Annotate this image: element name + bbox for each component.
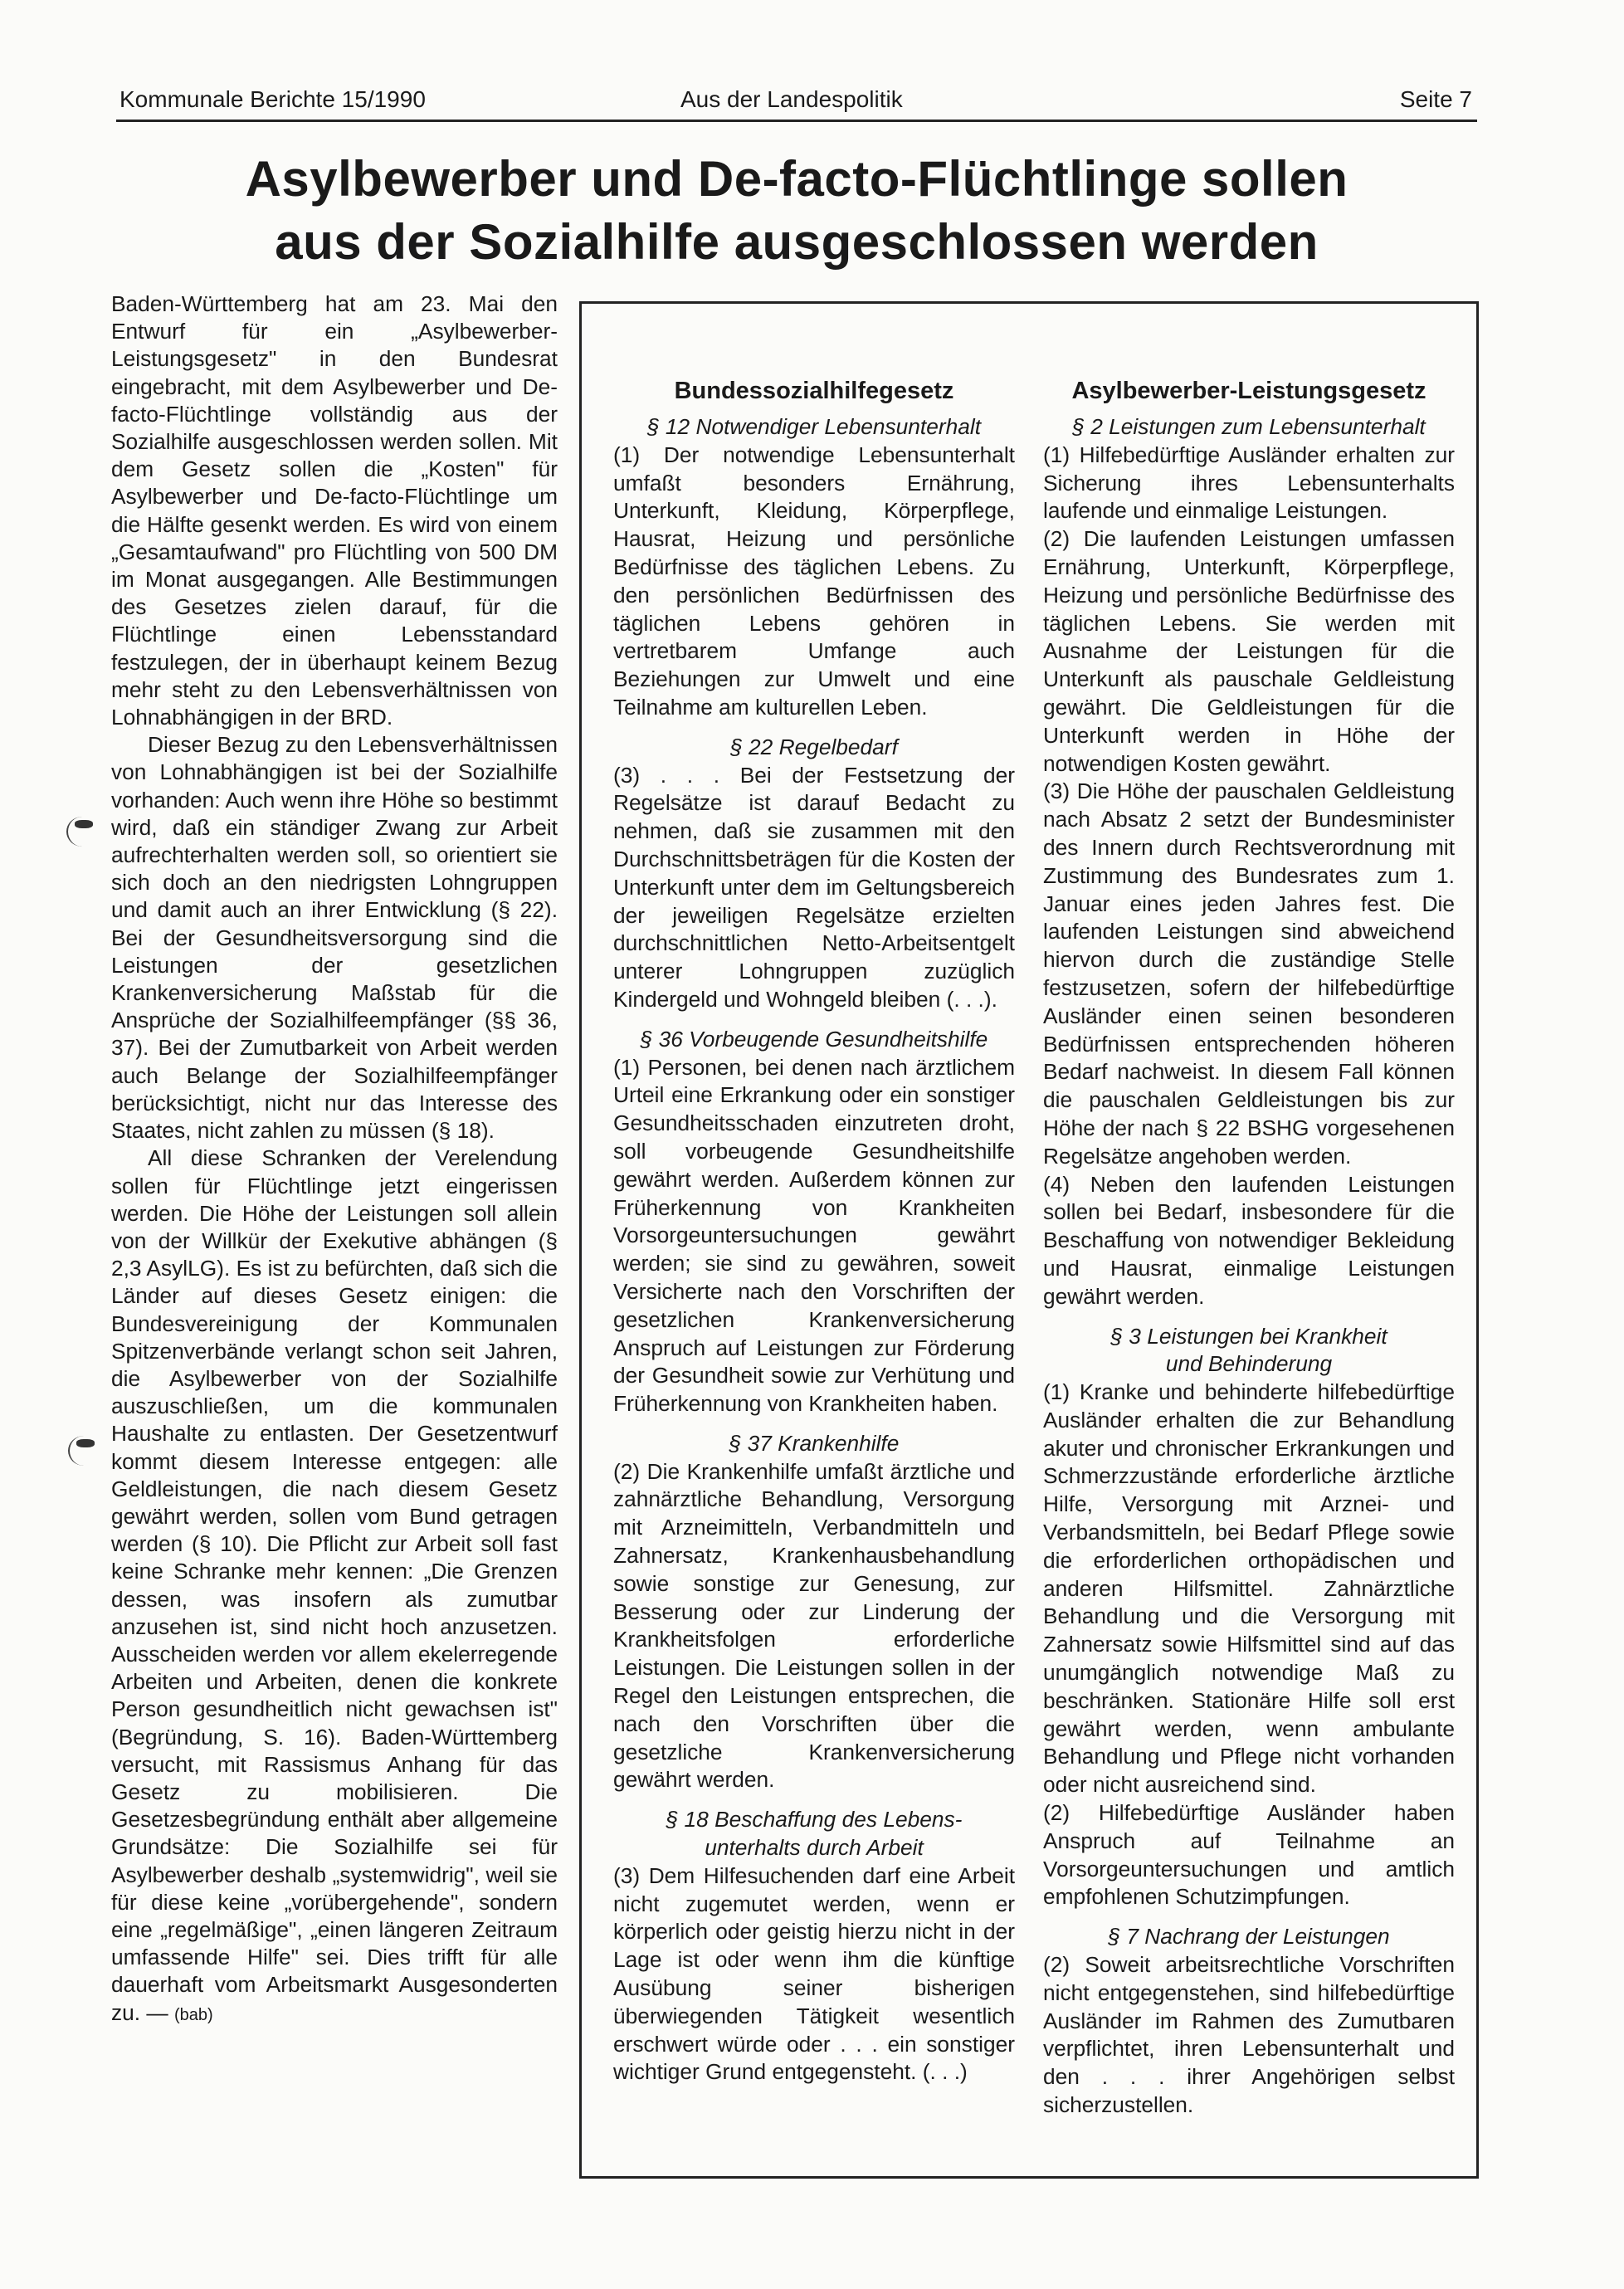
body-paragraph	[111, 1144, 558, 2029]
asyllg-column	[1043, 375, 1455, 2120]
section-text: (3) Dem Hilfesuchenden darf eine Arbeit nicht zugemutet werden, wenn er körperlich oder geistig hierzu nicht in der Lage ist oder wenn ihm die künftige Ausübung seiner bisherigen überwiegenden Tätigkeit wesentlich erschwert würde oder . . . ein sonstiger wichtiger Grund entgegensteht. (. . .)	[613, 1862, 1015, 2085]
section-title: § 36 Vorbeugende Gesundheitshilfe	[640, 1026, 988, 1052]
section-title: § 22 Regelbedarf	[730, 734, 898, 759]
title-line-2: aus der Sozialhilfe ausgeschlossen werden	[275, 214, 1319, 270]
section-title-line: unterhalts durch Arbeit	[705, 1835, 924, 1861]
section-text: (1) Personen, bei denen nach ärztlichem Urteil eine Erkrankung oder ein sonstiger Gesundheitsschaden einzutreten droht, soll vorbeugende Gesundheitshilfe gewährt werden. Außerdem können zur Früherkennung von Krankheiten Vorsorgeuntersuchungen gewährt werden; sie sind zu gewähren, soweit Versicherte nach den Vorschriften der gesetzlichen Krankenversicherung Anspruch auf Leistungen zur Förderung der Gesundheit sowie zur Verhütung und Früherkennung von Krankheiten haben.	[613, 1054, 1015, 1417]
section-title-line: § 3 Leistungen bei Krankheit	[1110, 1323, 1387, 1349]
section-text: (2) Soweit arbeitsrechtliche Vorschriften nicht entgegenstehen, sind hilfebedürftige Ausländer im Rahmen des Zumutbaren verpflichtet, ihren Lebensunterhalt und den . . . ihrer Angehörigen selbst sicherzustellen.	[1043, 1952, 1455, 2118]
body-paragraph-text: All diese Schranken der Verelendung sollen für Flüchtlinge jetzt eingerissen werden. Die Höhe der Leistungen soll allein von der Willkür der Exekutive abhängen (§ 2,3 AsylLG). Es ist zu befürchten, daß sich die Länder auf dieses Gesetz einigen: die Bundesvereinigung der Kommunalen Spitzenverbände verlangt schon seit Jahren, die Asylbewerber von der Sozialhilfe auszuschließen, um die kommunalen Haushalte zu entlasten. Der Gesetzentwurf kommt diesem Interesse entgegen: alle Geldleistungen, die nach diesem Gesetz gewährt werden, sollen vom Bund getragen werden (§ 10). Die Pflicht zur Arbeit soll fast keine Schranke mehr kennen: „Die Grenzen dessen, was insofern als zumutbar anzusehen ist, sind nicht hoch anzusetzen. Ausscheiden werden vor allem ekelerregende Arbeiten und Arbeiten, denen die konkrete Person gesundheitlich nicht gewachsen ist" (Begründung, S. 16). Baden-Württemberg versucht, mit Rassismus Anhang für das Gesetz zu mobilisieren. Die Gesetzesbegründung enthält aber allgemeine Grundsätze: Die Sozialhilfe sei für Asylbewerber deshalb „systemwidrig", weil sie für diese keine „vorübergehende", sondern eine „regelmäßige", „einen längeren Zeitraum umfassende Hilfe" sei. Dies trifft für alle dauerhaft vom Arbeitsmarkt Ausgesonderten zu. —	[111, 1145, 558, 2025]
body-paragraph: Dieser Bezug zu den Lebensverhältnissen von Lohnabhängigen ist bei der Sozialhilfe vorhanden: Auch wenn ihre Höhe so bestimmt wird, daß ein ständiger Zwang zur Arbeit aufrechterhalten werden soll, so orientiert sie sich doch an den niedrigsten Lohngruppen und damit auch an ihrer Entwicklung (§ 22). Bei der Gesundheitsversorgung sind die Leistungen der gesetzlichen Krankenversicherung Maßstab für die Ansprüche der Sozialhilfeempfänger (§§ 36, 37). Bei der Zumutbarkeit von Arbeit werden auch Belange der Sozialhilfeempfänger berücksichtigt, nicht nur das Interesse des Staates, nicht zahlen zu müssen (§ 18).	[111, 732, 558, 1144]
section-title: § 7 Nachrang der Leistungen	[1108, 1924, 1390, 1950]
publication-name: Kommunale Berichte 15/1990	[119, 86, 426, 112]
section-name: Aus der Landespolitik	[680, 86, 903, 112]
article-title	[116, 148, 1477, 274]
section-title	[1043, 1323, 1455, 1379]
author-tag: (bab)	[174, 2005, 213, 2024]
section-title-line: § 18 Beschaffung des Lebens-	[666, 1807, 963, 1833]
section-title: § 2 Leistungen zum Lebensunterhalt	[1072, 414, 1426, 439]
page-number: Seite 7	[1399, 86, 1472, 112]
section-text: (2) Die laufenden Leistungen umfassen Ernährung, Unterkunft, Körperpflege, Heizung und persönliche Bedürfnisse des täglichen Lebens. Sie werden mit Ausnahme der Leistungen für die Unterkunft als pauschale Geldleistung gewährt. Die Geldleistungen für die Unterkunft werden in Höhe der notwendigen Kosten gewährt.	[1043, 526, 1455, 776]
law-comparison-box	[579, 301, 1479, 2179]
section-title: § 12 Notwendiger Lebensunterhalt	[646, 414, 982, 439]
section-text: (3) . . . Bei der Festsetzung der Regelsätze ist darauf Bedacht zu nehmen, daß sie zusammen mit den Durchschnittsbeträgen für die Kosten der Unterkunft unter dem im Geltungsbereich der jeweiligen Regelsätze erzielten durchschnittlichen Netto-Arbeitsentgelt unterer Lohngruppen zuzüglich Kindergeld und Wohngeld bleiben (. . .).	[613, 762, 1015, 1012]
punch-hole-mark	[66, 817, 98, 847]
page-header	[116, 70, 1477, 122]
section-text: (3) Die Höhe der pauschalen Geldleistung nach Absatz 2 setzt der Bundesminister des Innern durch Rechtsverordnung mit Zustimmung des Bundesrates zum 1. Januar eines jeden Jahres fest. Die laufenden Leistungen sind abweichend hiervon durch die zuständige Stelle festzusetzen, sofern der hilfebedürftige Ausländer einen seinen besonderen Bedürfnissen entsprechenden höheren Bedarf nachweist. In diesem Fall können die pauschalen Geldleistungen bis zur Höhe der nach § 22 BSHG vorgesehenen Regelsätze angehoben werden.	[1043, 778, 1455, 1169]
section-text: (1) Hilfebedürftige Ausländer erhalten zur Sicherung ihres Lebensunterhalts laufende und einmalige Leistungen.	[1043, 442, 1455, 524]
section-title: § 37 Krankenhilfe	[729, 1430, 900, 1456]
section-text: (1) Der notwendige Lebensunterhalt umfaßt besonders Ernährung, Unterkunft, Kleidung, Körperpflege, Hausrat, Heizung und persönliche Bedürfnisse des täglichen Lebens. Zu den persönlichen Bedürfnissen des täglichen Lebens gehören in vertretbarem Umfange auch Beziehungen zur Umwelt und eine Teilnahme am kulturellen Leben.	[613, 442, 1015, 720]
section-title-line: und Behinderung	[1165, 1351, 1333, 1377]
column-heading: Bundessozialhilfegesetz	[674, 378, 954, 404]
section-text: (2) Hilfebedürftige Ausländer haben Anspruch auf Teilnahme an Vorsorgeuntersuchungen und amtlich empfohlenen Schutzimpfungen.	[1043, 1800, 1455, 1910]
section-text: (1) Kranke und behinderte hilfebedürftige Ausländer erhalten die zur Behandlung akuter und chronischer Erkrankungen und Schmerzzustände erforderliche ärztliche Hilfe, Versorgung mit Arznei- und Verbandsmitteln, bei Bedarf Pflege sowie die erforderlichen orthopädischen und anderen Hilfsmittel. Zahnärztliche Behandlung und die Versorgung mit Zahnersatz sowie Hilfsmittel sind auf das unumgänglich notwendige Maß zu beschränken. Stationäre Hilfe soll erst gewährt werden, wenn ambulante Behandlung und Pflege nicht vorhanden oder nicht ausreichend sind.	[1043, 1379, 1455, 1798]
article-body	[111, 290, 558, 2029]
title-line-1: Asylbewerber und De-facto-Flüchtlinge sollen	[245, 151, 1348, 207]
body-paragraph: Baden-Württemberg hat am 23. Mai den Entwurf für ein „Asylbewerber-Leistungsgesetz" in den Bundesrat eingebracht, mit dem Asylbewerber und De-facto-Flüchtlinge vollständig aus der Sozialhilfe ausgeschlossen werden sollen. Mit dem Gesetz sollen die „Kosten" für Asylbewerber und De-facto-Flüchtlinge um die Hälfte gesenkt werden. Es wird von einem „Gesamtaufwand" pro Flüchtling von 500 DM im Monat ausgegangen. Alle Bestimmungen des Gesetzes zielen darauf, für die Flüchtlinge einen Lebensstandard festzulegen, der in überhaupt keinem Bezug mehr steht zu den Lebensverhältnissen von Lohnabhängigen in der BRD.	[111, 291, 558, 730]
section-text: (4) Neben den laufenden Leistungen sollen bei Bedarf, insbesondere für die Beschaffung von notwendiger Bekleidung und Hausrat, einmalige Leistungen gewährt werden.	[1043, 1171, 1455, 1309]
punch-hole-mark	[68, 1436, 100, 1466]
section-title	[613, 1806, 1015, 1862]
bshg-column	[613, 375, 1015, 2086]
section-text: (2) Die Krankenhilfe umfaßt ärztliche und zahnärztliche Behandlung, Versorgung mit Arzneimitteln, Verbandmitteln und Zahnersatz, Krankenhausbehandlung sowie sonstige zur Genesung, zur Besserung oder zur Linderung der Krankheitsfolgen erforderliche Leistungen. Die Leistungen sollen in der Regel den Leistungen entsprechen, die nach den Vorschriften über die gesetzliche Krankenversicherung gewährt werden.	[613, 1458, 1015, 1793]
column-heading: Asylbewerber-Leistungsgesetz	[1071, 378, 1426, 404]
